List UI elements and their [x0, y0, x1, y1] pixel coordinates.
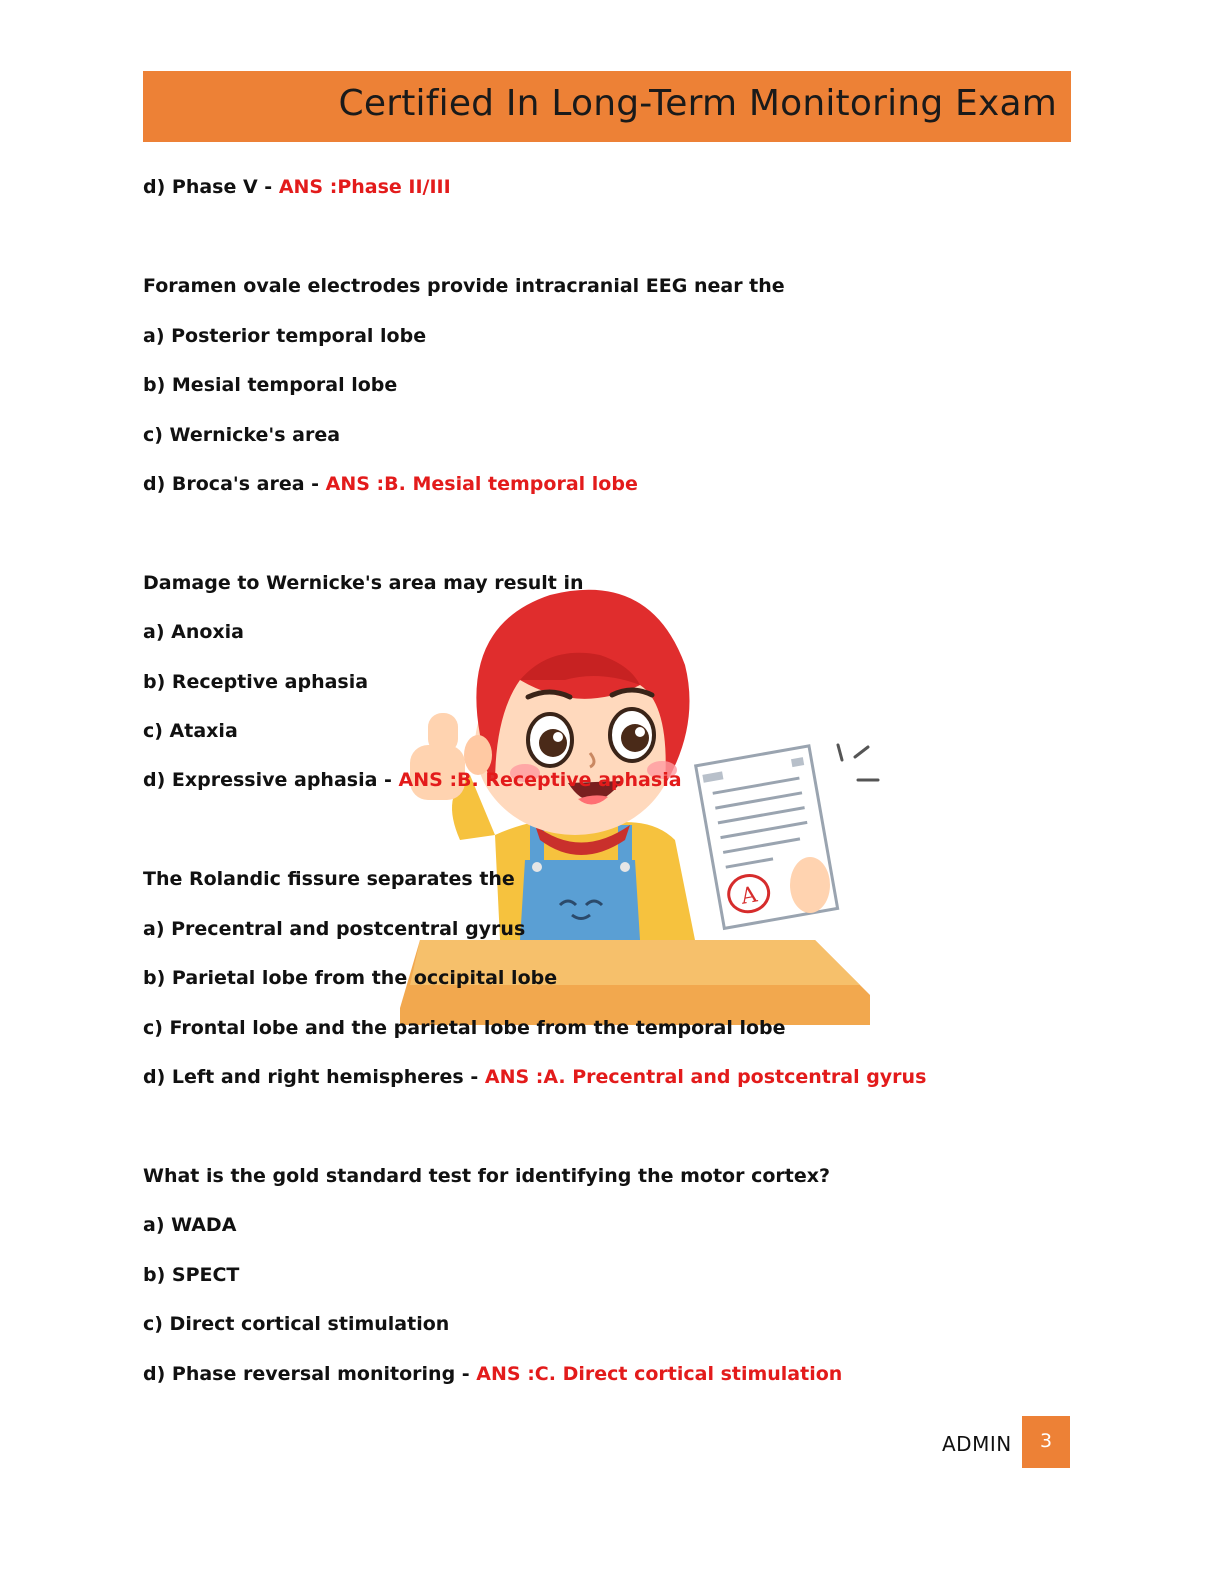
page-number: 3	[1039, 1430, 1053, 1452]
option-line: b) Parietal lobe from the occipital lobe	[143, 967, 558, 989]
option-line: c) Ataxia	[143, 720, 238, 742]
question-stem: Damage to Wernicke's area may result in	[143, 572, 584, 594]
question-stem: The Rolandic fissure separates the	[143, 868, 515, 890]
option-line: d) Expressive aphasia - ANS :B. Receptive aphasia	[143, 769, 682, 791]
option-line: d) Broca's area - ANS :B. Mesial temporal lobe	[143, 473, 638, 495]
answer-text: ANS :Phase II/III	[278, 176, 451, 198]
question-line: d) Phase V - ANS :Phase II/III	[143, 176, 451, 198]
option-line: b) Mesial temporal lobe	[143, 374, 398, 396]
option-line: a) Posterior temporal lobe	[143, 325, 427, 347]
answer-text: ANS :C. Direct cortical stimulation	[476, 1363, 843, 1385]
option-line: a) WADA	[143, 1214, 237, 1236]
option-line: b) SPECT	[143, 1264, 240, 1286]
header-bar	[143, 71, 1071, 142]
page-number-box	[1022, 1416, 1070, 1468]
option-line: c) Wernicke's area	[143, 424, 341, 446]
answer-text: ANS :B. Mesial temporal lobe	[325, 473, 638, 495]
option-line: c) Direct cortical stimulation	[143, 1313, 450, 1335]
question-stem: Foramen ovale electrodes provide intracranial EEG near the	[143, 275, 785, 297]
question-stem: What is the gold standard test for identifying the motor cortex?	[143, 1165, 830, 1187]
option-line: a) Precentral and postcentral gyrus	[143, 918, 526, 940]
svg-text:A: A	[739, 882, 760, 910]
answer-text: ANS :A. Precentral and postcentral gyrus	[484, 1066, 927, 1088]
footer-author: ADMIN	[942, 1432, 1012, 1456]
page-title: Certified In Long-Term Monitoring Exam	[338, 83, 1057, 124]
option-line: b) Receptive aphasia	[143, 671, 369, 693]
answer-text: ANS :B. Receptive aphasia	[398, 769, 682, 791]
option-line: a) Anoxia	[143, 621, 244, 643]
option-line: d) Left and right hemispheres - ANS :A. Precentral and postcentral gyrus	[143, 1066, 927, 1088]
option-line: c) Frontal lobe and the parietal lobe from the temporal lobe	[143, 1017, 786, 1039]
option-line: d) Phase reversal monitoring - ANS :C. Direct cortical stimulation	[143, 1363, 843, 1385]
